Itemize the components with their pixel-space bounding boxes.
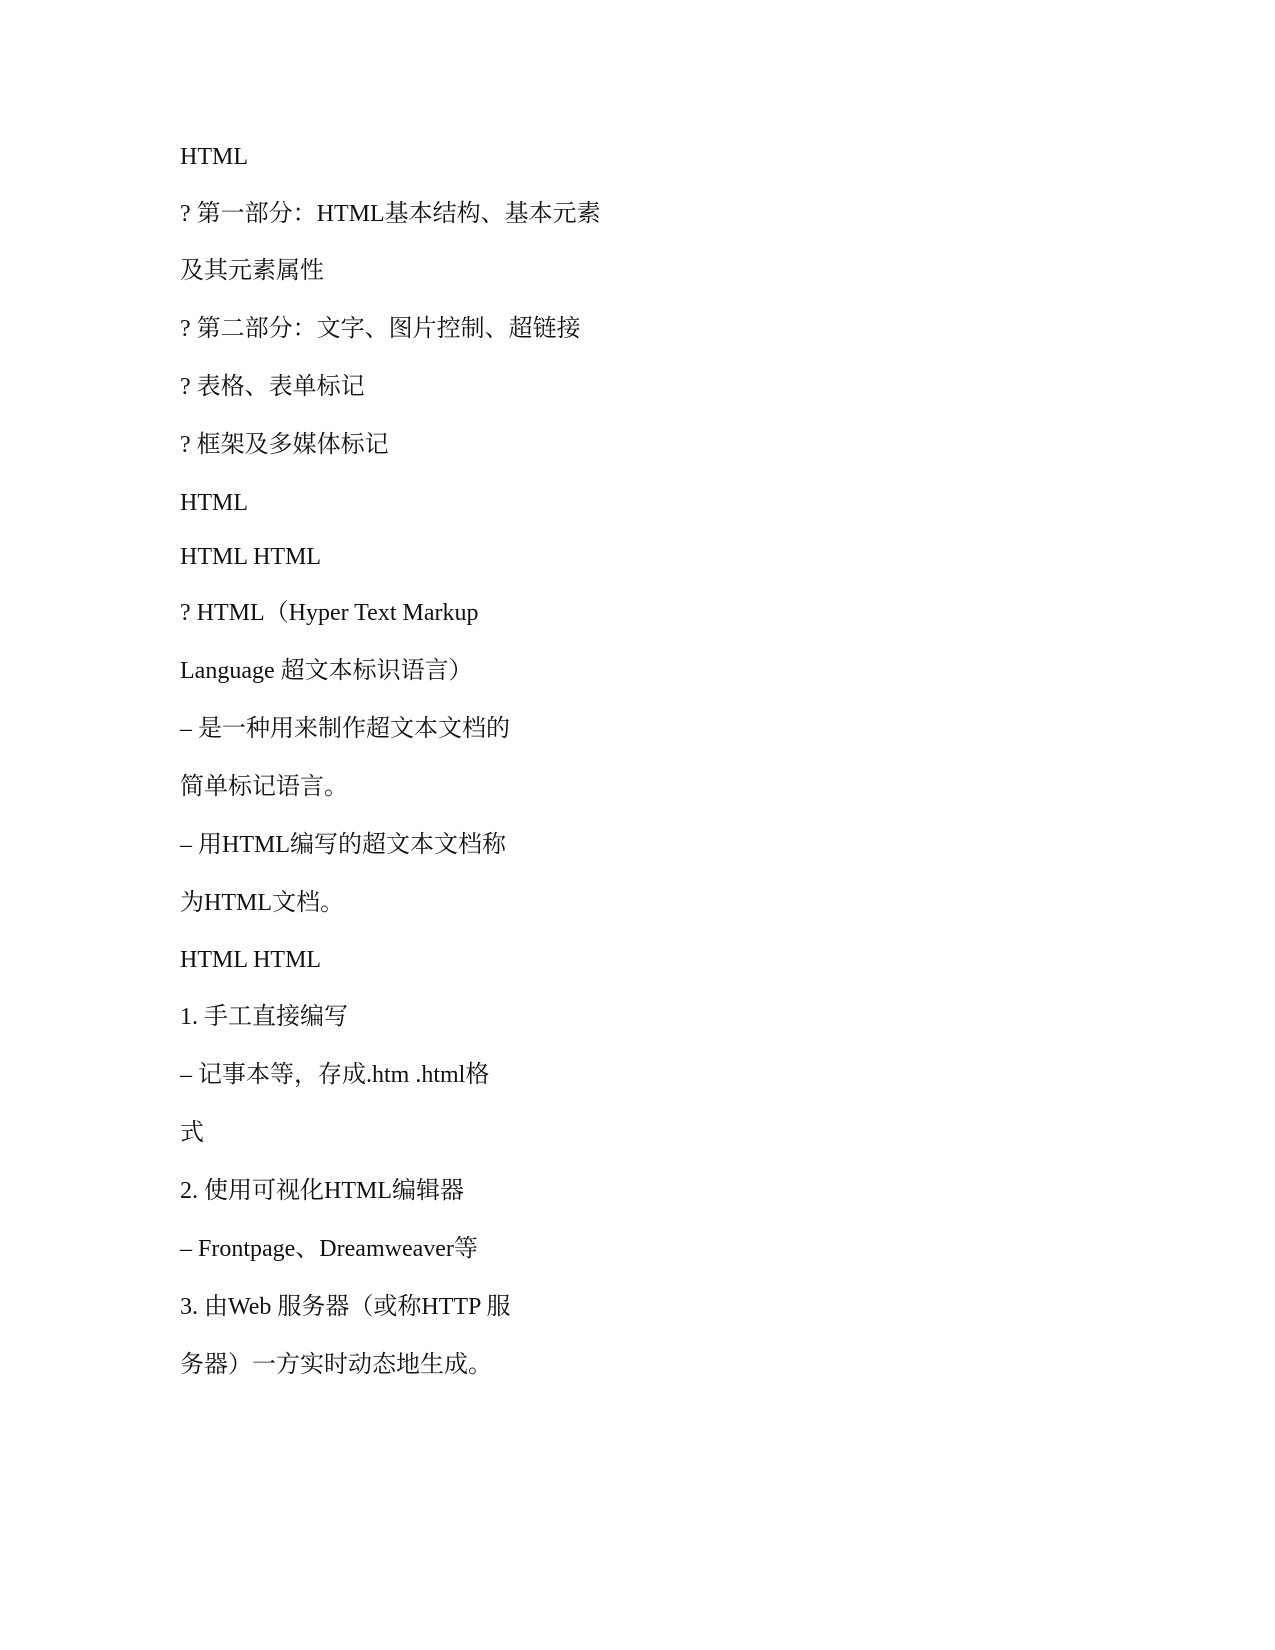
doc-line-method-1-detail: – 记事本等，存成.htm .html格 [180, 1062, 490, 1088]
doc-line-method-1-detail-cont: 式 [180, 1120, 204, 1146]
doc-line-method-3: 3. 由Web 服务器（或称HTTP 服 [180, 1294, 511, 1320]
doc-line-method-2-detail: – Frontpage、Dreamweaver等 [180, 1236, 478, 1262]
doc-line-heading-html: HTML [180, 490, 248, 516]
doc-line-method-3-cont: 务器）一方实时动态地生成。 [180, 1352, 492, 1378]
doc-line-tables: ? 表格、表单标记 [180, 374, 365, 400]
doc-line-part-one: ? 第一部分：HTML基本结构、基本元素 [180, 201, 601, 227]
doc-line-part-one-cont: 及其元素属性 [180, 258, 324, 284]
doc-line-part-two: ? 第二部分：文字、图片控制、超链接 [180, 316, 581, 342]
doc-line-desc-2-cont: 为HTML文档。 [180, 890, 344, 916]
doc-line-definition: ? HTML（Hyper Text Markup [180, 600, 479, 626]
doc-line-method-1: 1. 手工直接编写 [180, 1004, 348, 1030]
doc-line-desc-2: – 用HTML编写的超文本文档称 [180, 832, 506, 858]
doc-line-title: HTML [180, 144, 248, 170]
doc-line-heading-methods: HTML HTML [180, 947, 322, 973]
doc-line-desc-1-cont: 简单标记语言。 [180, 774, 348, 800]
doc-line-heading-html-html: HTML HTML [180, 544, 322, 570]
doc-line-method-2: 2. 使用可视化HTML编辑器 [180, 1178, 464, 1204]
doc-line-frames: ? 框架及多媒体标记 [180, 432, 389, 458]
doc-line-definition-cont: Language 超文本标识语言） [180, 658, 473, 684]
doc-line-desc-1: – 是一种用来制作超文本文档的 [180, 716, 510, 742]
